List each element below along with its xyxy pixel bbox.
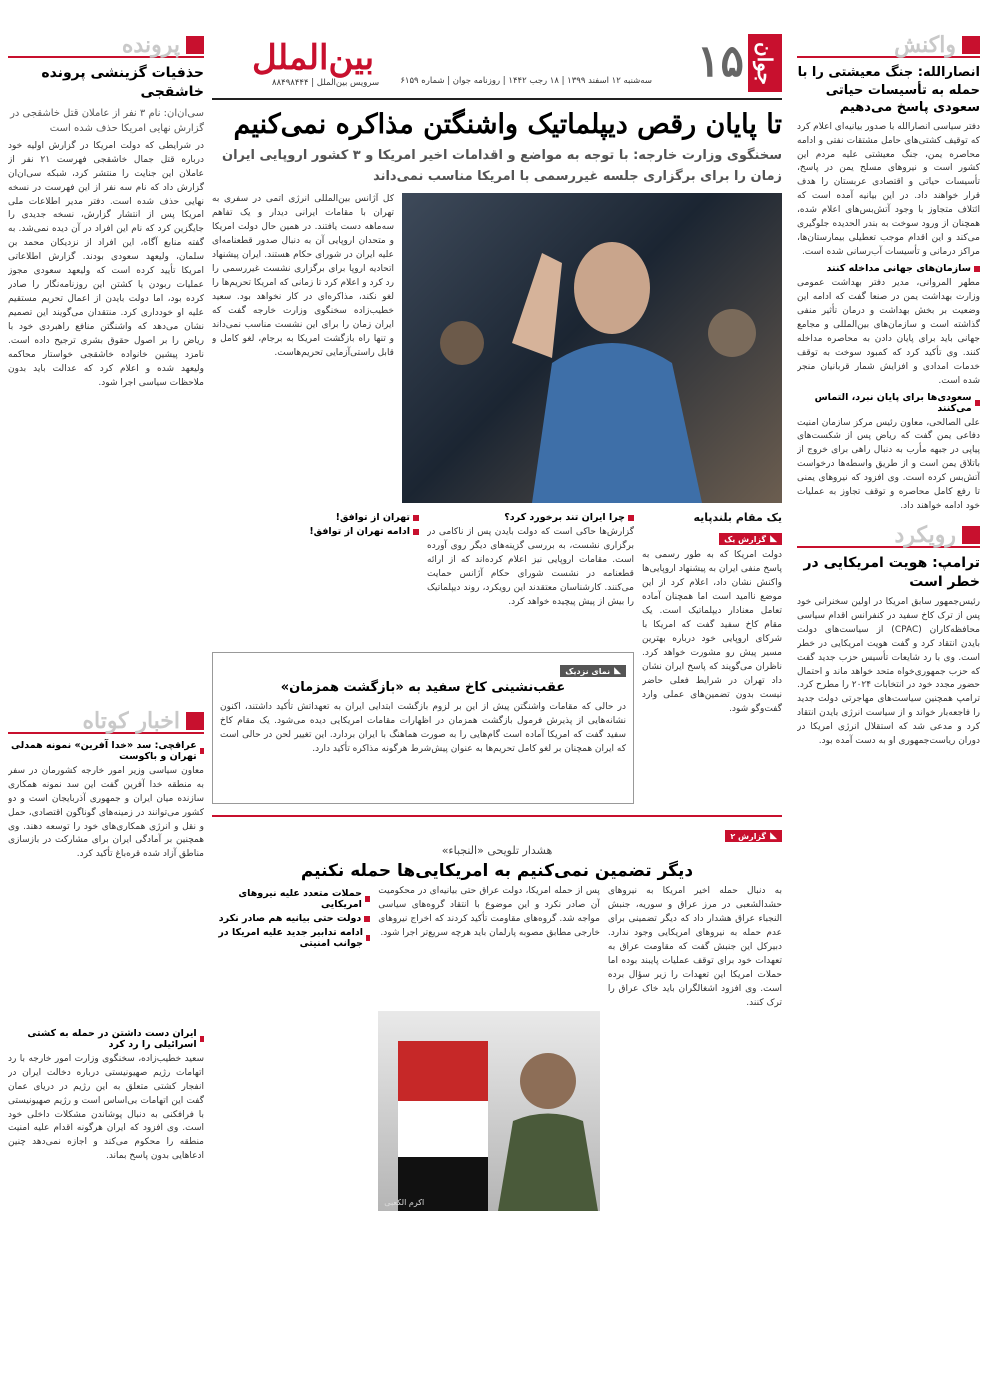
bullet-square-icon — [413, 529, 419, 535]
story-headline[interactable]: انصارالله: جنگ معیشتی را با حمله به تأسیسات حیاتی سعودی پاسخ می‌دهیم — [797, 65, 980, 116]
bullet-square-icon — [413, 515, 419, 521]
boxed-body: در حالی که مقامات واشنگتن پیش از این بر لزوم بازگشت ابتدایی ایران به تعهداتش تأکید داشتند، اکنون نشانه‌هایی از پذیرش فرمول بازگشت همزمان در اظهارات مقامات امریکایی دیده می‌شود. یک مقام کاخ سفید گفت که امریکا آماده است گام‌هایی را به صورت هماهنگ با ایران بردارد. این تغییر لحن در حالی است که ایران همچنان بر لغو کامل تحریم‌ها به عنوان پیش‌شرط هرگونه مذاکره تأکید دارد. — [220, 701, 626, 754]
subhead-text: حملات متعدد علیه نیروهای امریکایی — [238, 888, 362, 911]
report-2-photo — [378, 1011, 600, 1211]
lead-subheading: سخنگوی وزارت خارجه: با توجه به مواضع و اقدامات اخیر امریکا و ۳ کشور اروپایی ایران زمان را برای برگزاری جلسه غیررسمی با امریکا مناسب نمی‌داند — [221, 147, 782, 184]
report-column — [642, 509, 782, 809]
report-2-headline[interactable]: دیگر تضمین نمی‌کنیم به امریکایی‌ها حمله نکنیم — [300, 861, 694, 882]
anniversary-number: ۱۵ — [696, 36, 744, 87]
subhead-text: دولت حتی بیانیه هم صادر نکرد — [218, 913, 362, 925]
news-item-body: معاون سیاسی وزیر امور خارجه کشورمان در سفر به منطقه خدا آفرین گفت این سد نمونه همکاری سازنده میان ایران و جمهوری آذربایجان است و دو کشور می‌توانند در زمینه‌های گوناگون اقتصادی، حمل و نقل و انرژی همکاری‌های خود را توسعه دهند. وی همچنین بر آمادگی ایران برای مشارکت در بازسازی مناطق آزاد شده قره‌باغ تأکید کرد. — [8, 765, 204, 860]
news-item-body: سعید خطیب‌زاده، سخنگوی وزارت امور خارجه با رد اتهامات رژیم صهیونیستی درباره دخالت ایران در انفجار کشتی متعلق به این رژیم در دریای عمان گفت این اتهامات بی‌اساس است و رژیم صهیونیستی با فرافکنی به دنبال پوشاندن مشکلات داخلی خود است. وی افزود که ایران هرگونه اقدام علیه امنیت منطقه را محکوم می‌کند و اجازه نمی‌دهد چنین ادعاهایی بدون پاسخ بماند. — [8, 1053, 204, 1162]
bullet-square-icon — [200, 748, 204, 754]
bullet-square-icon — [364, 916, 370, 922]
section-header-approach — [797, 524, 980, 548]
right-column — [797, 34, 980, 1394]
news-item-title[interactable] — [8, 1028, 204, 1050]
story-body: دفتر سیاسی انصارالله با صدور بیانیه‌ای اعلام کرد که توقیف کشتی‌های حامل مشتقات نفتی و ادامه محاصره یمن، جنگ معیشتی علیه مردم این کشور است و نیروهای مسلح یمن در پاسخ، تأسیسات حیاتی و اقتصادی عربستان را هدف قرار خواهند داد. در این بیانیه آمده است که ائتلاف متجاوز با وجود آتش‌بس‌های اعلام شده، همچنان از ورود سوخت به بندر الحدیده جلوگیری می‌کند و این اقدام موجب تعطیلی بیمارستان‌ها، مراکز درمانی و تأسیسات آب‌رسانی شده است. — [797, 121, 980, 258]
report-extra-body: گزارش‌ها حاکی است که دولت بایدن پس از ناکامی در برگزاری نشست، به بررسی گزینه‌های دیگر روی آورده است. مقامات اروپایی نیز اعلام کرده‌اند که از ارائه قطعنامه در نشست شورای حکام آژانس حمایت می‌کنند. کارشناسان معتقدند این رویکرد، روند دیپلماتیک را بیش از پیش پیچیده خواهد کرد. — [427, 527, 634, 608]
section-tag-icon — [962, 526, 980, 544]
subhead-text: ادامه تهران از توافق! — [309, 526, 410, 538]
section-title: اخبار کوتاه — [82, 707, 180, 734]
news-title-text: عراقچی: سد «خدا آفرین» نمونه همدلی تهران و باکوست — [11, 739, 197, 762]
story-headline[interactable]: ترامپ: هویت امریکایی در خطر است — [803, 555, 980, 590]
story-subhead — [212, 927, 370, 949]
news-title-text: ایران دست داشتن در حمله به کشتی اسرائیلی را رد کرد — [27, 1027, 197, 1050]
logo[interactable] — [660, 34, 782, 92]
lower-block — [212, 509, 782, 809]
story-lead: سی‌ان‌ان: نام ۳ نفر از عاملان قتل خاشقجی در گزارش نهایی امریکا حذف شده است — [10, 107, 204, 134]
bullet-square-icon — [366, 935, 370, 941]
masthead — [212, 34, 782, 100]
boxed-headline[interactable]: عقب‌نشینی کاخ سفید به «بازگشت همزمان» — [280, 680, 566, 696]
boxed-story — [212, 652, 634, 804]
arrow-icon: ◣ — [770, 534, 777, 545]
story-subhead — [212, 512, 419, 523]
story-body: علی الصالحی، معاون رئیس مرکز سازمان امنیت دفاعی یمن گفت که ریاض پس از شکست‌های پیاپی در جبهه مأرب به دنبال راهی برای خروج از باتلاق یمن است و از طریق واسطه‌ها درخواست آتش‌بس کرده است. وی افزود که نیروهای یمنی تا رفع کامل محاصره و توقف تجاوز به عملیات خود ادامه خواهند داد. — [797, 417, 980, 512]
left-column — [8, 34, 204, 1394]
lead-block — [212, 193, 782, 503]
badge-label: گزارش ۲ — [730, 831, 767, 841]
bullet-square-icon — [628, 515, 634, 521]
section-title: واکنش — [894, 34, 956, 58]
section-masthead-title: بین‌الملل — [252, 38, 375, 78]
logo-text: جوان — [748, 34, 782, 92]
report-2-block — [212, 885, 782, 1215]
section-tag-icon — [962, 36, 980, 54]
report-body: دولت امریکا که به طور رسمی به پاسخ منفی ایران به پیشنهاد اروپایی‌ها واکنش نشان داد، اعلام کرد از این موضع ناامید است اما همچنان آماده تعامل معنادار دیپلماتیک است. یک مقام کاخ سفید گفت که امریکا با شرکای اروپایی خود درباره بهترین مسیر پیش رو مشورت خواهد کرد. ناظران می‌گویند که پاسخ ایران نشان داد تهران در شرایط فعلی حاضر نیست بدون تضمین‌های عملی وارد گفت‌وگو شود. — [642, 550, 782, 714]
section-divider — [212, 815, 782, 817]
lead-photo — [402, 193, 782, 503]
subhead-text: تهران از توافق! — [335, 512, 410, 524]
lead-body: کل آژانس بین‌المللی انرژی اتمی در سفری به تهران با مقامات ایرانی دیدار و یک تفاهم سه‌ماهه دست یافتند. در همین حال دولت امریکا و متحدان اروپایی آن به دنبال صدور قطعنامه‌ای علیه ایران در شورای حکام هستند. ایران پیشنهاد اتحادیه اروپا برای برگزاری نشست غیررسمی را رد کرد و اعلام کرد تا زمانی که امریکا تحریم‌ها را لغو نکند، مذاکره‌ای در کار نخواهد بود. سعید خطیب‌زاده سخنگوی وزارت خارجه گفت که ایران زمان را برای این نشست مناسب نمی‌داند و تنها راه بازگشت امریکا به برجام، لغو کامل و قابل راستی‌آزمایی تحریم‌هاست. — [212, 194, 394, 358]
subhead-text: سازمان‌های جهانی مداخله کنند — [826, 263, 971, 275]
section-header-dossier — [8, 34, 204, 58]
photo-caption: اکرم الکعبی — [384, 1198, 425, 1208]
portrait-figure-icon — [378, 1011, 600, 1211]
subhead-text: سعودی‌ها برای پایان نبرد، التماس می‌کنند — [814, 391, 972, 414]
section-title: پرونده — [121, 34, 180, 58]
badge-label: نمای نزدیک — [565, 666, 611, 676]
close-up-badge — [560, 665, 626, 677]
section-tag-icon — [186, 36, 204, 54]
news-item-title[interactable] — [8, 740, 204, 762]
badge-label: گزارش یک — [724, 534, 767, 544]
story-subhead — [427, 512, 634, 523]
report-2-body: به دنبال حمله اخیر امریکا به نیروهای حشدالشعبی در مرز عراق و سوریه، جنبش النجباء عراق هشدار داد که دیگر تضمینی برای عدم حمله به نیروهای امریکایی وجود ندارد. دبیرکل این جنبش گفت که مقاومت عراق به تعهدات خود برای توقف عملیات پایبند بوده اما حملات امریکا این تعهدات را زیر سؤال برده است. وی افزود اشغالگران باید خاک عراق را ترک کنند. — [607, 886, 782, 1008]
report-2-body-2: پس از حمله امریکا، دولت عراق حتی بیانیه‌ای در محکومیت آن صادر نکرد و این موضوع با انتقاد گروه‌های سیاسی مواجه شد. گروه‌های مقاومت تأکید کردند که اخراج نیروهای خارجی مطابق مصوبه پارلمان باید هرچه سریع‌تر اجرا شود. — [378, 886, 600, 939]
service-line: سرویس بین‌الملل | ۸۸۴۹۸۴۴۴ — [272, 78, 380, 88]
report-2-badge — [725, 830, 782, 842]
story-body: مطهر المروانی، مدیر دفتر بهداشت عمومی وزارت بهداشت یمن در صنعا گفت که ادامه این وضعیت بر بخش بهداشت و درمان تأثیر منفی گذاشته است و سازمان‌های بین‌المللی و مجامع جهانی باید برای پایان دادن به محاصره مداخله کنند. وی تأکید کرد که کمبود سوخت به توقف خدمات امدادی و افزایش شمار قربانیان منجر شده است. — [797, 278, 980, 386]
story-subhead — [212, 888, 370, 910]
story-headline[interactable]: حذفیات گزینشی پرونده خاشقجی — [41, 65, 204, 100]
section-tag-icon — [186, 712, 204, 730]
dateline: سه‌شنبه ۱۲ اسفند ۱۳۹۹ | ۱۸ رجب ۱۴۴۲ | روزنامه جوان | شماره ۶۱۵۹ — [400, 76, 652, 86]
photo-figure-icon — [402, 193, 782, 503]
section-header-briefs — [8, 707, 204, 734]
story-subhead — [797, 392, 980, 414]
story-subhead — [212, 913, 370, 924]
bullet-square-icon — [365, 896, 370, 902]
report-kicker: یک مقام بلندپایه — [693, 511, 782, 525]
bullet-square-icon — [974, 266, 980, 272]
story-subhead — [212, 526, 419, 537]
report-badge — [719, 533, 782, 545]
report-2-kicker: هشدار تلویحی «النجباء» — [441, 844, 553, 858]
subhead-text: ادامه تدابیر جدید علیه امریکا در جوانب امنیتی — [218, 927, 364, 950]
middle-stack — [212, 509, 634, 809]
arrow-icon: ◣ — [770, 831, 777, 842]
bullet-square-icon — [200, 1036, 204, 1042]
story-body: در شرایطی که دولت امریکا در گزارش اولیه خود درباره قتل جمال خاشقجی فهرست ۲۱ نفر از عاملان این جنایت را منتشر کرد، شبکه سی‌ان‌ان گزارش داد که نام سه نفر از این فهرست در نسخه نهایی حذف شده است. دفتر مدیر اطلاعات ملی امریکا پس از انتشار گزارش، نسخه جدیدی را جایگزین کرد که نام این افراد در آن دیده نمی‌شد. به گفته منابع آگاه، این افراد از نزدیکان محمد بن سلمان، ولیعهد سعودی بودند. گزارش اطلاعاتی امریکا تأیید کرده است که ولیعهد سعودی مجوز عملیات ربودن یا کشتن این روزنامه‌نگار را صادر کرده بود، اما دولت بایدن از اعمال تحریم مستقیم علیه او خودداری کرد. منتقدان می‌گویند این تصمیم نشان می‌دهد که واشنگتن منافع راهبردی خود با ریاض را بر اصول حقوق بشری ترجیح داده است. نامزد پیشین خانواده خاشقجی خواستار محاکمه ولیعهد شده و اعلام کرد که عدالت باید بدون ملاحظات سیاسی اجرا شود. — [8, 140, 204, 388]
main-column — [212, 34, 782, 1394]
story-subhead — [797, 263, 980, 274]
story-body: رئیس‌جمهور سابق امریکا در اولین سخنرانی خود پس از ترک کاخ سفید در کنفرانس اقدام سیاسی محافظه‌کاران (CPAC) از سیاست‌های دولت بایدن انتقاد کرد و گفت هویت امریکایی در خطر است. وی با رد شایعات تأسیس حزب جدید گفت که حزب جمهوری‌خواه متحد خواهد ماند و احتمال حضور مجدد خود در انتخابات ۲۰۲۴ را مطرح کرد. ترامپ همچنین سیاست‌های مهاجرتی دولت جدید را فاجعه‌بار خواند و از سیاست انرژی بایدن انتقاد کرد و مدعی شد که استقلال انرژی امریکا در دوران ریاست‌جمهوری او به دست آمده بود. — [797, 596, 980, 747]
section-header-reaction — [797, 34, 980, 58]
bullet-square-icon — [975, 400, 980, 406]
arrow-icon: ◣ — [614, 666, 621, 677]
section-title: رویکرد — [894, 522, 956, 549]
lead-headline[interactable]: تا پایان رقص دیپلماتیک واشنگتن مذاکره نمی‌کنیم — [233, 109, 782, 140]
subhead-text: چرا ایران تند برخورد کرد؟ — [504, 512, 625, 524]
